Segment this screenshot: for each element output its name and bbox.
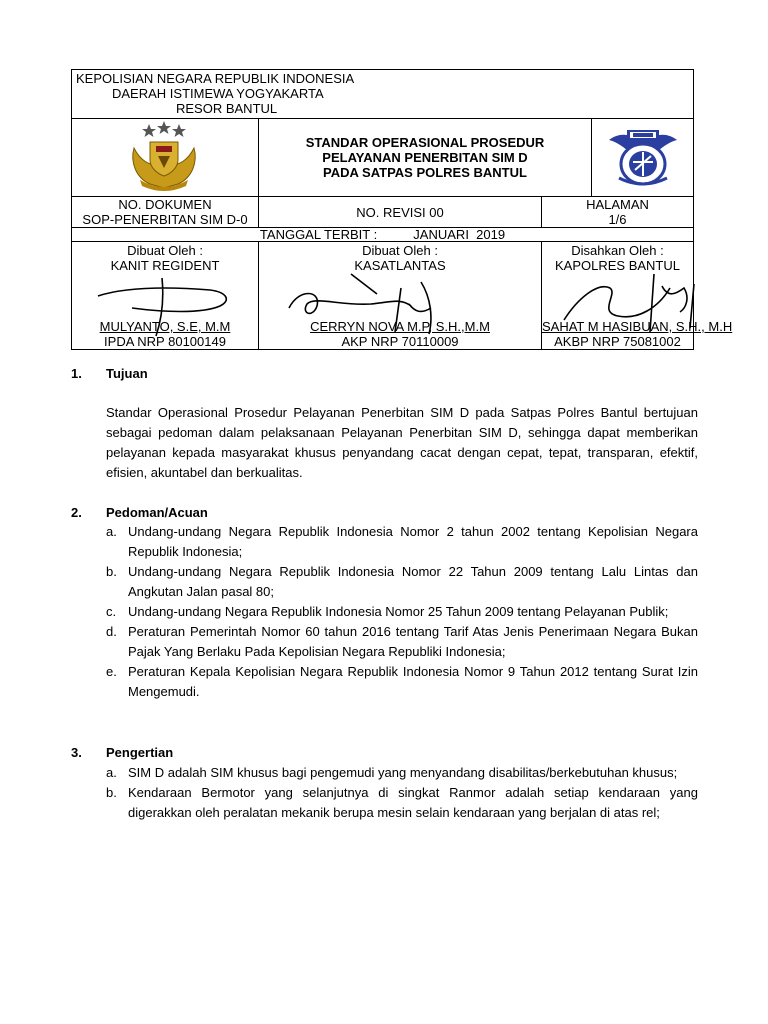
reference-list — [106, 522, 698, 702]
list-item-text: Undang-undang Negara Republik Indonesia Nomor 22 Tahun 2009 tentang Lalu Lintas dan Angkutan Jalan pasal 80; — [128, 564, 698, 599]
list-marker: d. — [106, 624, 117, 639]
signature-cell-3 — [542, 242, 733, 350]
org-line-2: DAERAH ISTIMEWA YOGYAKARTA — [112, 86, 324, 101]
traffic-police-emblem-logo — [603, 122, 683, 190]
list-item — [106, 783, 698, 823]
list-item — [106, 763, 698, 783]
list-item — [106, 562, 698, 602]
police-emblem-logo — [120, 120, 210, 192]
list-item — [106, 602, 698, 622]
police-emblem-cell — [72, 119, 259, 197]
signature-role: KANIT REGIDENT — [110, 258, 220, 273]
section-number: 2. — [71, 505, 82, 520]
page-number-cell — [542, 197, 694, 228]
section-paragraph: Standar Operasional Prosedur Pelayanan Penerbitan SIM D pada Satpas Polres Bantul bertujuan sebagai pedoman dalam pelaksanaan Pelayanan Penerbitan SIM D, sehingga dapat memberikan pelayanan kepada masyarakat khusus penyandang cacat dengan cepat, tepat, transparan, efektif, efisien, akuntabel dan berkualitas. — [106, 405, 698, 480]
list-marker: e. — [106, 664, 117, 679]
definition-list — [106, 763, 698, 823]
title-line-2: PELAYANAN PENERBITAN SIM D — [322, 150, 528, 165]
org-line-3: RESOR BANTUL — [176, 101, 278, 116]
signature-label: Dibuat Oleh : — [362, 243, 438, 258]
document-number-value: SOP-PENERBITAN SIM D-0 — [82, 212, 248, 227]
page-label: HALAMAN — [586, 197, 649, 212]
section-number: 3. — [71, 745, 82, 760]
issue-date-text: TANGGAL TERBIT : JANUARI 2019 — [259, 227, 506, 242]
signatory-name: MULYANTO, S.E, M.M — [99, 319, 231, 334]
list-marker: b. — [106, 785, 117, 800]
list-item-text: Kendaraan Bermotor yang selanjutnya di singkat Ranmor adalah setiap kendaraan yang digerakkan oleh peralatan mekanik berupa mesin selain kendaraan yang berjalan di atas rel; — [128, 785, 698, 820]
list-marker: a. — [106, 524, 117, 539]
signatory-nrp: AKP NRP 70110009 — [341, 334, 459, 349]
list-item-text: SIM D adalah SIM khusus bagi pengemudi yang menyandang disabilitas/berkebutuhan khusus; — [128, 765, 678, 780]
org-line-1: KEPOLISIAN NEGARA REPUBLIK INDONESIA — [76, 71, 355, 86]
document-number-cell — [72, 197, 259, 228]
signature-label: Disahkan Oleh : — [571, 243, 664, 258]
list-marker: b. — [106, 564, 117, 579]
revision-text: NO. REVISI 00 — [356, 204, 444, 220]
signatory-name: SAHAT M HASIBUAN, S.H., M.H — [542, 319, 733, 334]
section-number: 1. — [71, 366, 82, 381]
title-line-3: PADA SATPAS POLRES BANTUL — [323, 165, 527, 180]
section-title: Pedoman/Acuan — [106, 505, 208, 520]
list-item-text: Peraturan Pemerintah Nomor 60 tahun 2016 tentang Tarif Atas Jenis Penerimaan Negara Bukan Pajak Yang Berlaku Pada Kepolisian Negara Republiki Indonesia; — [128, 624, 698, 659]
list-marker: c. — [106, 604, 117, 619]
traffic-police-emblem-cell — [592, 119, 694, 197]
signature-cell-1 — [72, 242, 259, 350]
signature-role: KASATLANTAS — [354, 258, 446, 273]
document-title-cell — [259, 119, 592, 197]
list-item — [106, 622, 698, 662]
signatory-nrp: IPDA NRP 80100149 — [104, 334, 226, 349]
issue-date-cell — [72, 228, 694, 242]
revision-cell — [259, 197, 542, 228]
signature-role: KAPOLRES BANTUL — [555, 258, 680, 273]
section-title: Tujuan — [106, 366, 148, 381]
list-marker: a. — [106, 765, 117, 780]
title-line-1: STANDAR OPERASIONAL PROSEDUR — [305, 135, 545, 150]
signatory-nrp: AKBP NRP 75081002 — [554, 334, 681, 349]
signatory-name: CERRYN NOVA M.P, S.H.,M.M — [310, 319, 490, 334]
list-item-text: Peraturan Kepala Kepolisian Negara Republik Indonesia Nomor 9 Tahun 2012 tentang Surat Izin Mengemudi. — [128, 664, 698, 699]
document-number-label: NO. DOKUMEN — [118, 197, 212, 212]
list-item-text: Undang-undang Negara Republik Indonesia Nomor 2 tahun 2002 tentang Kepolisian Negara Republik Indonesia; — [128, 524, 698, 559]
list-item-text: Undang-undang Negara Republik Indonesia Nomor 25 Tahun 2009 tentang Pelayanan Publik; — [128, 604, 669, 619]
organization-cell — [72, 70, 694, 119]
signature-label: Dibuat Oleh : — [127, 243, 203, 258]
sop-header-table — [71, 69, 733, 350]
section-title: Pengertian — [106, 745, 174, 760]
page-value: 1/6 — [608, 212, 627, 227]
list-item — [106, 522, 698, 562]
signature-cell-2 — [259, 242, 542, 350]
list-item — [106, 662, 698, 702]
